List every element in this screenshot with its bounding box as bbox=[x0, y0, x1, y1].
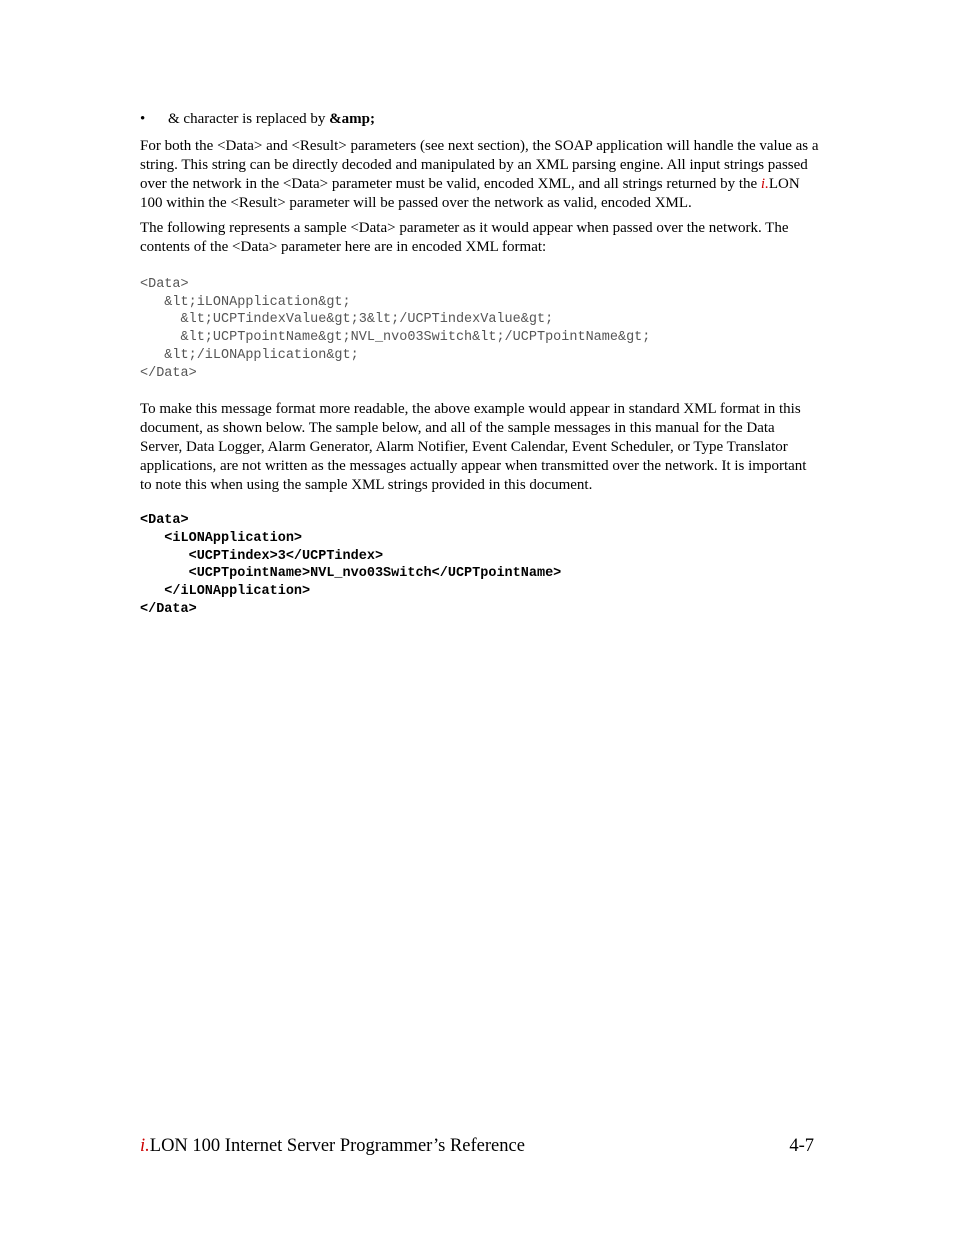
page-content bbox=[140, 110, 820, 618]
footer-title-rest: LON 100 Internet Server Programmer’s Reference bbox=[149, 1136, 525, 1156]
paragraph-soap-strings bbox=[140, 137, 820, 213]
bullet-text bbox=[168, 110, 375, 129]
paragraph-readable-format: To make this message format more readable, the above example would appear in standard XML format in this document, as shown below. The sample below, and all of the sample messages in this manual for the Data Server, Data Logger, Alarm Generator, Alarm Notifier, Event Calendar, Event Scheduler, or Type Translator applications, are not written as the messages actually appear when transmitted over the network. It is important to note this when using the sample XML strings provided in this document. bbox=[140, 401, 807, 494]
encoded-xml-line: &lt;UCPTpointName&gt;NVL_nvo03Switch&lt;/UCPTpointName&gt; bbox=[140, 330, 651, 346]
standard-xml-line: <UCPTpointName>NVL_nvo03Switch</UCPTpointName> bbox=[140, 566, 562, 582]
standard-xml-line: </iLONApplication> bbox=[140, 584, 311, 600]
encoded-xml-line: &lt;iLONApplication&gt; bbox=[140, 294, 351, 310]
bullet-item bbox=[140, 110, 820, 129]
standard-xml-line: <UCPTindex>3</UCPTindex> bbox=[140, 548, 384, 564]
encoded-xml-line: &lt;/iLONApplication&gt; bbox=[140, 347, 359, 363]
encoded-xml-block bbox=[140, 276, 820, 382]
bullet-text-bold: &amp; bbox=[329, 111, 375, 127]
footer-ilon-prefix: i. bbox=[140, 1136, 150, 1156]
paragraph-encoded-intro: The following represents a sample <Data> parameter as it would appear when passed over the network. The contents of the <Data> parameter here are in encoded XML format: bbox=[140, 220, 789, 255]
standard-xml-line: <Data> bbox=[140, 513, 189, 529]
ilon-prefix: i. bbox=[760, 176, 769, 192]
para1-part1: For both the <Data> and <Result> parameters (see next section), the SOAP application will handle the value as a string. This string can be directly decoded and manipulated by an XML parsing engine. All input strings passed over the network in the <Data> parameter must be valid, encoded XML, and all strings returned by the bbox=[140, 138, 819, 192]
standard-xml-line: </Data> bbox=[140, 601, 197, 617]
encoded-xml-line: </Data> bbox=[140, 365, 197, 381]
encoded-xml-line: &lt;UCPTindexValue&gt;3&lt;/UCPTindexValue&gt; bbox=[140, 312, 554, 328]
footer-page-number: 4-7 bbox=[789, 1136, 814, 1156]
bullet-symbol: • bbox=[140, 111, 146, 127]
page-footer bbox=[140, 1135, 814, 1157]
standard-xml-block bbox=[140, 512, 820, 618]
bullet-text-prefix: & character is replaced by bbox=[168, 111, 330, 127]
footer-title bbox=[140, 1135, 525, 1157]
standard-xml-line: <iLONApplication> bbox=[140, 530, 303, 546]
para1-part2: LON 100 within the <Result> parameter will be passed over the network as valid, encoded XML. bbox=[140, 176, 800, 211]
encoded-xml-line: <Data> bbox=[140, 277, 189, 292]
